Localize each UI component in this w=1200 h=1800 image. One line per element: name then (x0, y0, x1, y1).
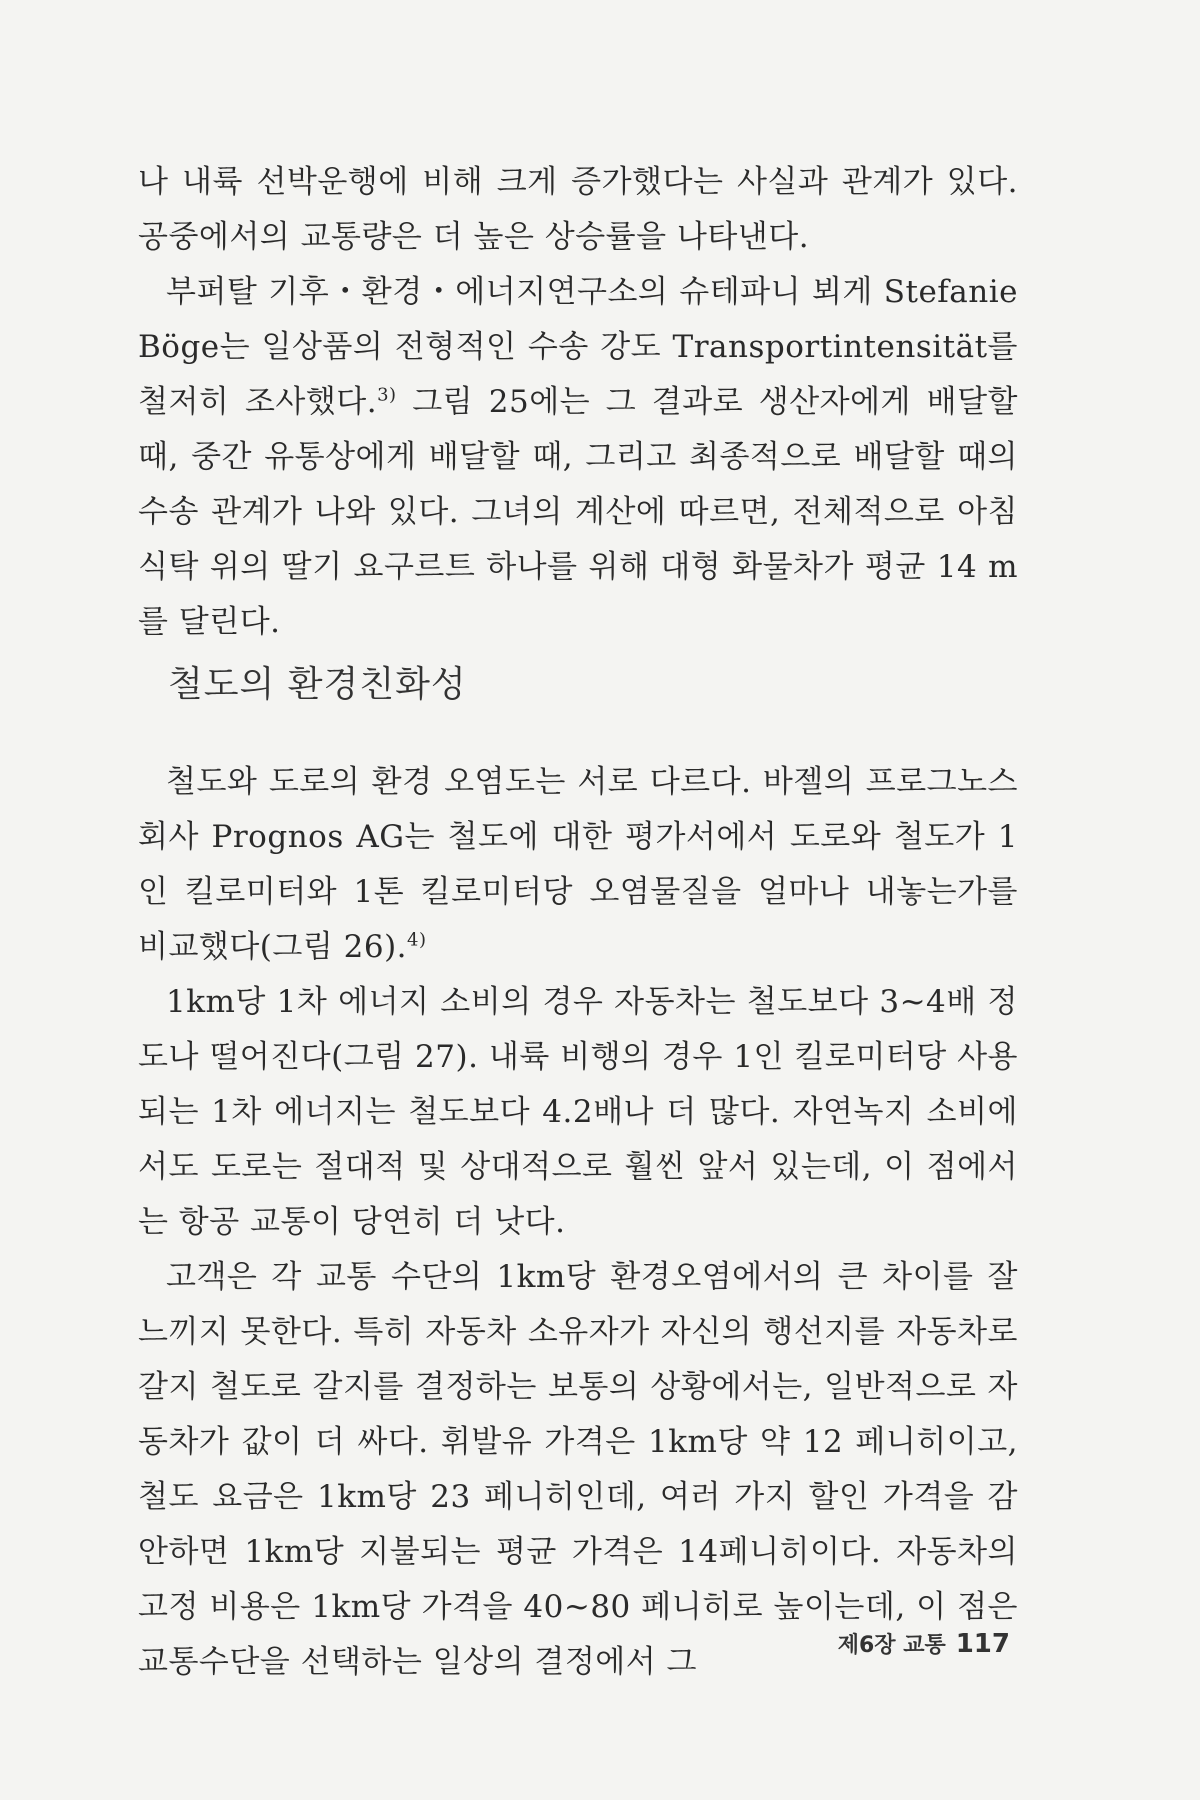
paragraph-costs: 고객은 각 교통 수단의 1km당 환경오염에서의 큰 차이를 잘 느끼지 못한다. 특히 자동차 소유자가 자신의 행선지를 자동차로 갈지 철도로 갈지를 결정하는 보통의 상황에서는, 일반적으로 자동차가 값이 더 싸다. 휘발유 가격은 1km당 약 12 페니히이고, 철도 요금은 1km당 23 페니히인데, 여러 가지 할인 가격을 감안하면 1km당 지불되는 평균 가격은 14페니히이다. 자동차의 고정 비용은 1km당 가격을 40~80 페니히로 높이는데, 이 점은 교통수단을 선택하는 일상의 결정에서 그 (138, 1259, 1018, 1680)
page-number: 117 (955, 1629, 1010, 1659)
paragraph-energy: 1km당 1차 에너지 소비의 경우 자동차는 철도보다 3~4배 정도나 떨어진다(그림 27). 내륙 비행의 경우 1인 킬로미터당 사용되는 1차 에너지는 철도보다 4.2배나 더 많다. 자연녹지 소비에서도 도로는 절대적 및 상대적으로 훨씬 앞서 있는데, 이 점에서는 항공 교통이 당연히 더 낫다. (138, 984, 1018, 1240)
paragraph-text-cont: 그림 25에는 그 결과로 생산자에게 배달할 때, 중간 유통상에게 배달할 때, 그리고 최종적으로 배달할 때의 수송 관계가 나와 있다. 그녀의 계산에 따르면, 전체적으로 아침 식탁 위의 딸기 요구르트 하나를 위해 대형 화물차가 평균 14 m를 달린다. (138, 384, 1018, 640)
paragraph-prognos (138, 755, 1018, 975)
page-footer (838, 1628, 1010, 1659)
footnote-ref: 4) (407, 929, 427, 951)
paragraph-text: 철도와 도로의 환경 오염도는 서로 다르다. 바젤의 프로그노스 회사 Prognos AG는 철도에 대한 평가서에서 도로와 철도가 1인 킬로미터와 1톤 킬로미터당 오염물질을 얼마나 내놓는가를 비교했다(그림 26). (138, 764, 1018, 965)
paragraph-continuation: 나 내륙 선박운행에 비해 크게 증가했다는 사실과 관계가 있다. 공중에서의 교통량은 더 높은 상승률을 나타낸다. (138, 164, 1018, 255)
paragraph-text: 부퍼탈 기후・환경・에너지연구소의 슈테파니 뵈게 Stefanie Böge는 일상품의 전형적인 수송 강도 Transportintensität를 철저히 조사했다. (138, 274, 1018, 420)
running-footer-chapter: 제6장 교통 (837, 1633, 946, 1658)
section-heading: 철도의 환경친화성 (168, 664, 467, 705)
paragraph-boge-study (138, 265, 1018, 650)
bottom-text-block (138, 755, 1018, 1690)
top-text-block (138, 155, 1018, 650)
footnote-ref: 3) (377, 384, 397, 406)
